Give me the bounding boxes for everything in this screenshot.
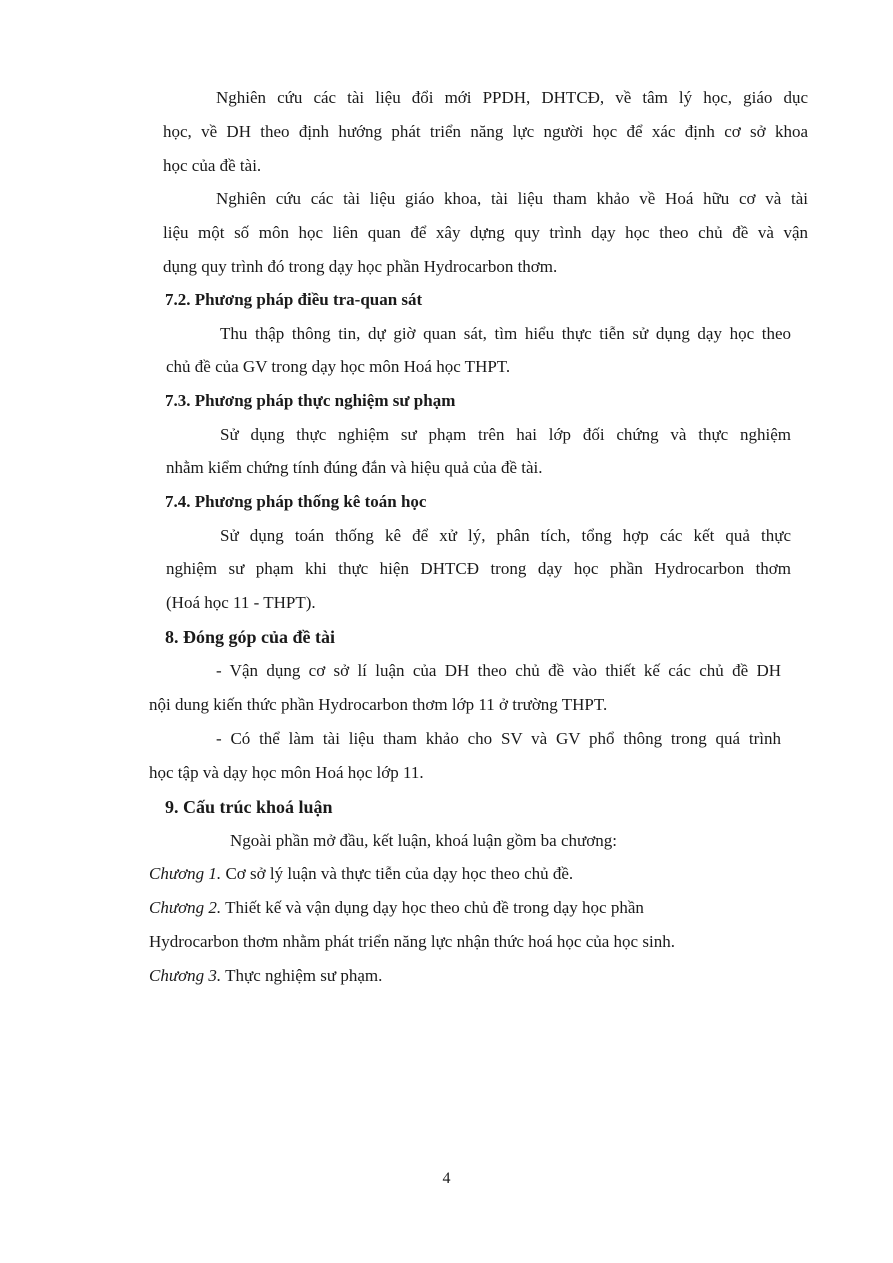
paragraph-2-line-1: Nghiên cứu các tài liệu giáo khoa, tài liệu tham khảo về Hoá hữu cơ và tài <box>216 189 808 208</box>
paragraph-2-line-2: liệu một số môn học liên quan để xây dựng quy trình dạy học theo chủ đề và vận <box>163 223 808 242</box>
paragraph-1-line-1: Nghiên cứu các tài liệu đổi mới PPDH, DHTCĐ, về tâm lý học, giáo dục <box>216 88 808 107</box>
section-8-bullet-2-line-1: - Có thể làm tài liệu tham khảo cho SV và GV phổ thông trong quá trình <box>216 729 781 748</box>
chapter-2-line <box>149 898 644 918</box>
chapter-1-text: Cơ sở lý luận và thực tiễn của dạy học theo chủ đề. <box>221 864 574 883</box>
section-9-intro: Ngoài phần mở đầu, kết luận, khoá luận gồm ba chương: <box>230 831 617 850</box>
heading-7-2: 7.2. Phương pháp điều tra-quan sát <box>165 290 423 309</box>
section-7-2-line-2: chủ đề của GV trong dạy học môn Hoá học THPT. <box>166 357 511 376</box>
chapter-2-line-2: Hydrocarbon thơm nhằm phát triển năng lực nhận thức hoá học của học sinh. <box>149 932 675 951</box>
chapter-1-line <box>149 864 573 884</box>
chapter-2-label: Chương 2. <box>149 898 222 917</box>
section-7-2-line-1: Thu thập thông tin, dự giờ quan sát, tìm hiểu thực tiễn sử dụng dạy học theo <box>220 324 791 343</box>
section-8-bullet-2-line-2: học tập và dạy học môn Hoá học lớp 11. <box>149 763 424 782</box>
heading-8: 8. Đóng góp của đề tài <box>165 627 336 647</box>
section-7-3-line-2: nhằm kiểm chứng tính đúng đắn và hiệu quả của đề tài. <box>166 458 543 477</box>
section-8-bullet-1-line-2: nội dung kiến thức phần Hydrocarbon thơm lớp 11 ở trường THPT. <box>149 695 608 714</box>
chapter-1-label: Chương 1. <box>149 864 222 883</box>
paragraph-1-line-3: học của đề tài. <box>163 156 262 175</box>
heading-7-3: 7.3. Phương pháp thực nghiệm sư phạm <box>165 391 456 410</box>
section-7-4-line-1: Sử dụng toán thống kê để xử lý, phân tích, tổng hợp các kết quả thực <box>220 526 791 545</box>
paragraph-1-line-2: học, về DH theo định hướng phát triển năng lực người học để xác định cơ sở khoa <box>163 122 808 141</box>
section-7-3-line-1: Sử dụng thực nghiệm sư phạm trên hai lớp đối chứng và thực nghiệm <box>220 425 791 444</box>
chapter-3-label: Chương 3. <box>149 966 222 985</box>
heading-9: 9. Cấu trúc khoá luận <box>165 797 333 817</box>
heading-7-4: 7.4. Phương pháp thống kê toán học <box>165 492 427 511</box>
section-8-bullet-1-line-1: - Vận dụng cơ sở lí luận của DH theo chủ đề vào thiết kế các chủ đề DH <box>216 661 781 680</box>
page-number: 4 <box>442 1170 451 1187</box>
paragraph-2-line-3: dụng quy trình đó trong dạy học phần Hydrocarbon thơm. <box>163 257 558 276</box>
chapter-3-line <box>149 966 382 986</box>
chapter-3-text: Thực nghiệm sư phạm. <box>221 966 383 985</box>
section-7-4-line-2: nghiệm sư phạm khi thực hiện DHTCĐ trong dạy học phần Hydrocarbon thơm <box>166 559 791 578</box>
section-7-4-line-3: (Hoá học 11 - THPT). <box>166 593 316 612</box>
chapter-2-text: Thiết kế và vận dụng dạy học theo chủ đề trong dạy học phần <box>221 898 644 917</box>
